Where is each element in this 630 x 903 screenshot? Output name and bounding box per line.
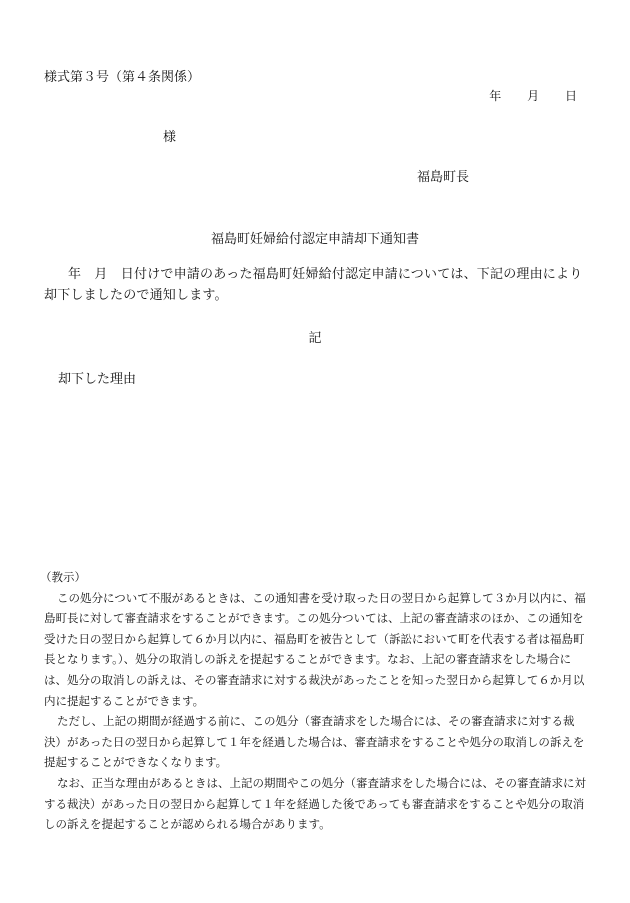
date-day-label: 日: [564, 89, 577, 103]
ki-heading: 記: [308, 331, 322, 346]
reason-label: 却下した理由: [58, 372, 137, 387]
notice-section: [40, 567, 589, 835]
date-month-label: 月: [527, 89, 540, 103]
notice-paragraph: ただし、上記の期間が経過する前に、この処分（審査請求をした場合には、その審査請求に対する裁決）があった日の翌日から起算して１年を経過した場合は、審査請求をすることや処分の取消しの訴えを提起することができなくなります。: [44, 714, 585, 770]
notice-heading: （教示）: [40, 570, 86, 584]
form-number: 様式第３号（第４条関係）: [44, 70, 201, 85]
notice-paragraph: この処分について不服があるときは、この通知書を受け取った日の翌日から起算して３か月以内に、福島町長に対して審査請求をすることができます。この処分ついては、上記の審査請求のほか、この通知を受けた日の翌日から起算して６か月以内に、福島町を被告として（訴訟において町を代表する者は福島町長となります。）、処分の取消しの訴えを提起することができます。なお、上記の審査請求をした場合には、処分の取消しの訴えは、その審査請求に対する裁決があったことを知った翌日から起算して６か月以内に提起することができます。: [44, 590, 586, 708]
addressee-honorific: 様: [163, 130, 177, 145]
issuer-name: 福島町長: [417, 170, 470, 185]
body-paragraph: 年 月 日付けで申請のあった福島町妊婦給付認定申請については、下記の理由により却下しましたので通知します。: [44, 267, 583, 303]
date-year-label: 年: [489, 89, 502, 103]
notice-paragraph: なお、正当な理由があるときは、上記の期間やこの処分（審査請求をした場合には、その審査請求に対する裁決）があった日の翌日から起算して１年を経過した後であっても審査請求をすることや処分の取消しの訴えを提起することが認められる場合があります。: [44, 775, 586, 832]
document-title: 福島町妊婦給付認定申請却下通知書: [210, 232, 419, 247]
date-line: [489, 87, 577, 104]
